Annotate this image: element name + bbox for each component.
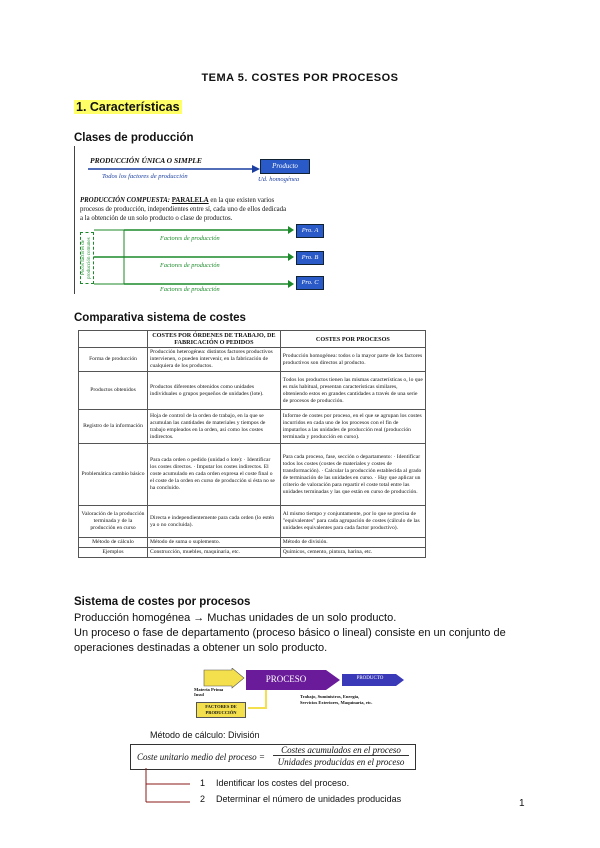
table-header-row (79, 331, 426, 348)
step-1-number: 1 (200, 778, 206, 788)
table-cell: Producción homogénea: todos o la mayor parte de los factores productivos son directos al producto. (280, 348, 425, 372)
product-a-box: Pro. A (296, 224, 324, 238)
formula-left: Coste unitario medio del proceso = (137, 752, 265, 762)
metodo-calculo: Método de cálculo: División (150, 730, 260, 740)
formula-box (130, 744, 416, 770)
subheading-comparative: Comparativa sistema de costes (74, 312, 246, 324)
producto-box: Producto (260, 159, 310, 174)
table-row (79, 548, 426, 558)
table-row (79, 348, 426, 372)
product-b-box: Pro. B (296, 251, 324, 265)
table-cell: Informe de costes por proceso, en el que se agrupan los costes incurridos en cada uno de los procesos con el fin de imputarlos a las unidades de producción real (producción terminada y producción en curso). (280, 410, 425, 444)
proceso-label: PROCESO (265, 674, 307, 684)
process-line-2: Un proceso o fase de departamento (proceso básico o lineal) consiste en un conjunto de operaciones destinadas a obtener un solo producto. (74, 627, 506, 654)
subheading-production-classes: Clases de producción (74, 132, 194, 144)
production-classes-diagram (74, 146, 354, 296)
formula-numerator: Costes acumulados en el proceso (273, 745, 409, 756)
step-2-text: Determinar el número de unidades producidas (216, 794, 402, 804)
table-header (79, 331, 148, 348)
table-cell: Todos los productos tienen las mismas características o, lo que es más habitual, presentan características similares, obteniendo estos en grandes cantidades a través de una serie de procesos de producción. (280, 372, 425, 410)
table-cell: Para cada orden o pedido (unidad o lote): · Identificar los costes directos. · Imputar los costes indirectos. El coste acumulado en cada orden expresa el coste final o el coste de la orden en curso de producción si ésta no se ha concluido. (147, 444, 280, 506)
unica-label: PRODUCCIÓN ÚNICA O SIMPLE (90, 156, 202, 165)
formula-denominator: Unidades producidas en el proceso (277, 757, 405, 767)
table-cell: Productos obtenidos (79, 372, 148, 410)
table-cell: Directa e independientemente para cada orden (lo estén ya o no concluida). (147, 506, 280, 538)
table-cell: Método de cálculo (79, 538, 148, 548)
table-cell: Valoración de la producción terminada y de la producción en curso (79, 506, 148, 538)
step-2-number: 2 (200, 794, 206, 804)
table-cell: Para cada proceso, fase, sección o departamento: · Identificar todos los costes (costes de materiales y costes de transformación). · Calcular la producción establecida al grado de terminación de las unidades en curso. · Hay que aplicar un criterio de valoración para repartir el coste total entre las unidades terminadas y las que están en curso de producción. (280, 444, 425, 506)
table-cell: Producción heterogénea: distintos factores productivos intervienen, o pueden intervenir, en la fabricación de cualquiera de los productos. (147, 348, 280, 372)
table-row (79, 444, 426, 506)
process-line-1: Producción homogénea → Muchas unidades de un solo producto. (74, 612, 397, 624)
table-cell: Ejemplos (79, 548, 148, 558)
table-cell: Forma de producción (79, 348, 148, 372)
factores-list: Trabajo, Suministros, Energía, Servicios Exteriores, Maquinaria, etc. (300, 694, 373, 705)
factores-label-2: Factores de producción (160, 262, 220, 269)
table-cell: Al mismo tiempo y conjuntamente, por lo que se precisa de "equivalentes" para cada agrupación de costes (cálculo de las unidades equivalentes para cada factor productivo). (280, 506, 425, 538)
table-cell: Hoja de control de la orden de trabajo, en la que se acumulan las cantidades de materiales y tiempos de trabajo empleados en la orden, así como los costes indirectos. (147, 410, 280, 444)
table-cell: Productos diferentes obtenidos como unidades individuales o grupos pequeños de unidades (lote). (147, 372, 280, 410)
step-1-text: Identificar los costes del proceso. (216, 778, 350, 788)
table-cell: Químicos, cemento, pintura, harina, etc. (280, 548, 425, 558)
materia-prima-label: Materia Prima Insul (194, 687, 224, 697)
side-label: Pocos factores de producción comunes (80, 232, 94, 284)
compuesta-arrows (92, 224, 322, 290)
table-cell: Método de división. (280, 538, 425, 548)
factores-produccion-box: FACTORES DE PRODUCCIÓN (196, 702, 246, 718)
section-heading-characteristics: 1. Características (76, 100, 180, 114)
product-c-box: Pro. C (296, 276, 324, 290)
comparative-table (78, 330, 426, 558)
unica-note: Todos los factores de producción (102, 173, 188, 180)
table-row (79, 538, 426, 548)
producto-label: PRODUCTO (356, 676, 384, 681)
section-heading-process-system: Sistema de costes por procesos (74, 596, 251, 608)
table-row (79, 410, 426, 444)
page-title: TEMA 5. COSTES POR PROCESOS (201, 72, 399, 84)
table-cell: Construcción, muebles, maquinaria, etc. (147, 548, 280, 558)
process-diagram (194, 668, 414, 724)
page-number: 1 (519, 798, 525, 809)
producto-sub: Ud. homogénea (258, 176, 300, 183)
table-cell: Registro de la información (79, 410, 148, 444)
unica-arrow (88, 165, 260, 173)
table-cell: Problemática cambio básico (79, 444, 148, 506)
compuesta-text: PRODUCCIÓN COMPUESTA: PARALELA en la que existen varios procesos de producción, independientes entre sí, cada uno de ellos dedicada a la obtención de un solo producto o clase de productos. (80, 197, 287, 222)
factores-label-1: Factores de producción (160, 235, 220, 242)
factores-label-3: Factores de producción (160, 286, 220, 293)
table-row (79, 506, 426, 538)
table-cell: Método de suma o suplemento. (147, 538, 280, 548)
table-header: COSTES POR ÓRDENES DE TRABAJO, DE FABRICACIÓN O PEDIDOS (147, 331, 280, 348)
table-header: COSTES POR PROCESOS (280, 331, 425, 348)
steps-connector (140, 768, 200, 804)
table-row (79, 372, 426, 410)
